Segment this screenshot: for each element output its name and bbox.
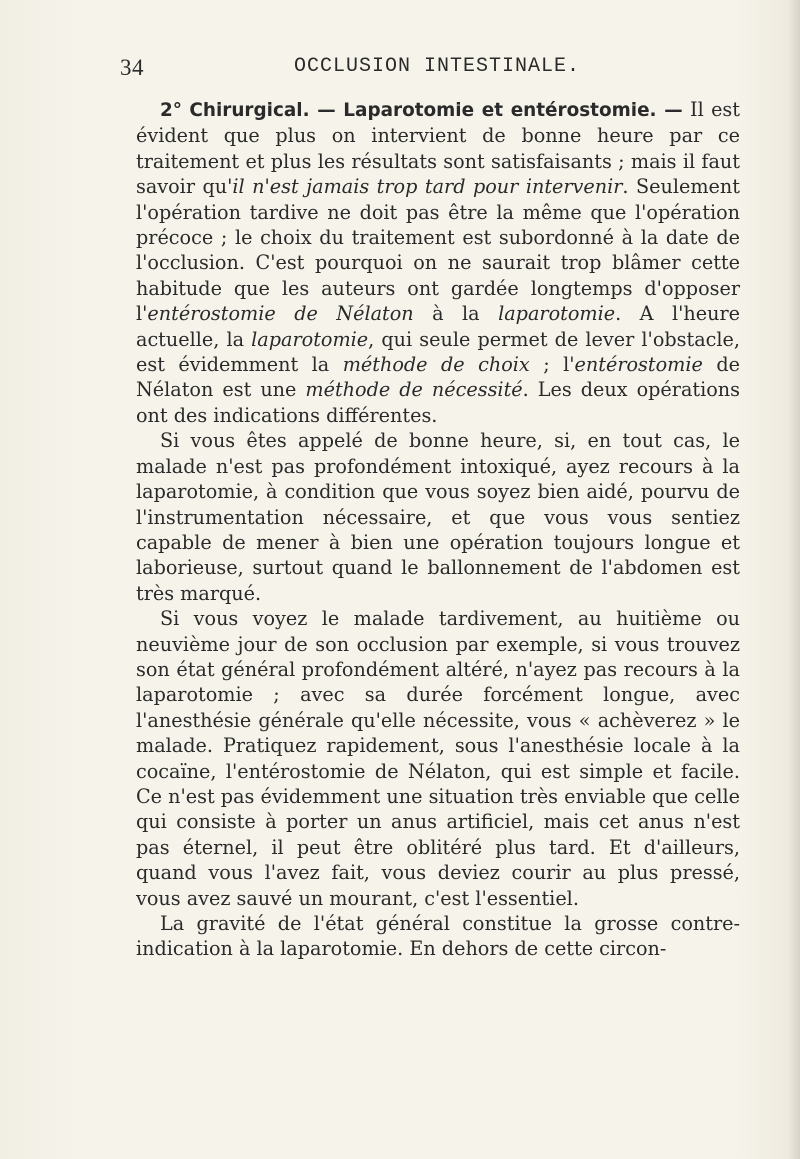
section-number: 2° bbox=[160, 100, 182, 121]
section-title: Chirurgical. — Laparotomie et entérostomie. — bbox=[189, 100, 683, 121]
page-number: 34 bbox=[120, 55, 144, 80]
text-run: La gravité de l'état général constitue la grosse contre-indication à la laparotomie. En dehors de cette circon- bbox=[136, 912, 740, 961]
running-title: OCCLUSION INTESTINALE. bbox=[294, 55, 581, 78]
italic-text: méthode de choix bbox=[342, 353, 530, 377]
text-run: ; l' bbox=[529, 353, 575, 377]
paragraph-2 bbox=[136, 428, 740, 606]
paragraph-1-body bbox=[136, 98, 740, 427]
text-run: Si vous êtes appelé de bonne heure, si, en tout cas, le malade n'est pas profondément intoxiqué, ayez recours à la laparotomie, à condition que vous soyez bien aidé, pourvu de l'instrumentation nécessaire, et que vous vous sentiez capable de mener à bien une opération toujours longue et laborieuse, surtout quand le ballonnement de l'abdomen est très marqué. bbox=[136, 429, 740, 605]
paragraph-3 bbox=[136, 606, 740, 911]
page-edge-shadow bbox=[788, 0, 800, 1159]
page-header bbox=[120, 55, 740, 81]
italic-text: méthode de nécessité bbox=[305, 378, 523, 402]
italic-text: entérostomie bbox=[574, 353, 703, 377]
text-run: . A l'heure actuelle, la bbox=[136, 302, 740, 351]
text-run: . Seulement l'opération tardive ne doit pas être la même que l'opération précoce ; le choix du traitement est subordonné à la date de l'occlusion. C'est pourquoi on ne saurait trop blâmer cette habitude que les auteurs ont gardée longtemps d'opposer l' bbox=[136, 175, 740, 326]
italic-text: entérostomie de Nélaton bbox=[147, 302, 414, 326]
text-run: à la bbox=[413, 302, 499, 326]
italic-text: laparotomie bbox=[251, 327, 369, 351]
body-text bbox=[136, 97, 740, 962]
paragraph-4 bbox=[136, 911, 740, 962]
italic-text: laparotomie bbox=[498, 302, 616, 326]
text-run: . Les deux opérations ont des indications différentes. bbox=[136, 378, 740, 427]
text-run: Si vous voyez le malade tardivement, au huitième ou neuvième jour de son occlusion par exemple, si vous trouvez son état général profondément altéré, n'ayez pas recours à la laparotomie ; avec sa durée forcément longue, avec l'anesthésie générale qu'elle nécessite, vous « achèverez » le malade. Pratiquez rapidement, sous l'anesthésie locale à la cocaïne, l'entérostomie de Nélaton, qui est simple et facile. Ce n'est pas évidemment une situation très enviable que celle qui consiste à porter un anus artificiel, mais cet anus n'est pas éternel, il peut être oblitéré plus tard. Et d'ailleurs, quand vous l'avez fait, vous deviez courir au plus pressé, vous avez sauvé un mourant, c'est l'essentiel. bbox=[136, 607, 740, 910]
italic-text: il n'est jamais trop tard pour intervenir bbox=[232, 175, 623, 199]
text-run: , qui seule permet de lever l'obstacle, est évidemment la bbox=[136, 327, 740, 377]
text-run: Il est évident que plus on intervient de bonne heure par ce traitement et plus les résultats sont satisfaisants ; mais il faut savoir qu' bbox=[136, 98, 740, 199]
paragraph-1 bbox=[136, 97, 740, 428]
text-run: de Nélaton est une bbox=[136, 353, 740, 402]
